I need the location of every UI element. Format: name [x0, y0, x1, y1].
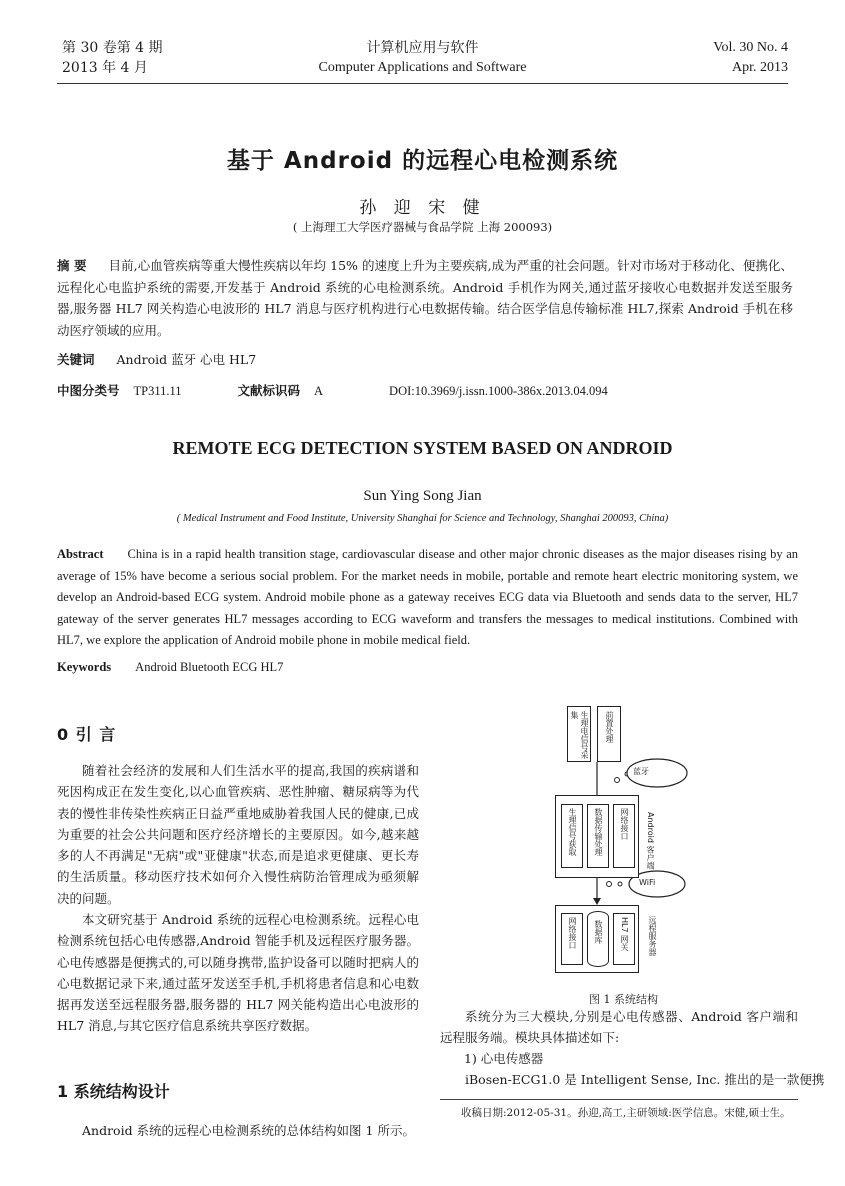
date-en: Apr. 2013: [732, 60, 788, 75]
remote-server-label: 远程服务器: [648, 916, 657, 956]
box-signal-capture: 生理信号获取: [561, 804, 583, 868]
title-cn: 基于 Android 的远程心电检测系统: [226, 148, 619, 174]
keywords-en-label: Keywords: [57, 660, 112, 674]
right-col-paragraph-1: 系统分为三大模块,分别是心电传感器、Android 客户端和远程服务端。模块具体描述如下:: [440, 1009, 798, 1046]
section-0-heading: 0 引 言: [57, 725, 117, 744]
right-col-paragraph-2: iBosen-ECG1.0 是 Intelligent Sense, Inc. 推出的是一款便携: [465, 1072, 825, 1087]
section-1-paragraph-1: Android 系统的远程心电检测系统的总体结构如图 1 所示。: [82, 1123, 415, 1138]
affiliation-en: ( Medical Instrument and Food Institute, University Shanghai for Science and Technology, Shanghai 200093, China): [176, 513, 669, 524]
box-hl7-gateway: HL7 网关: [613, 913, 635, 965]
box-signal-acquisition: 生理电信号采集: [567, 706, 591, 762]
abstract-cn-label: 摘 要: [57, 258, 87, 273]
box-preprocessing: 前置处理: [597, 706, 621, 762]
journal-date-cn: 2013 年 4 月: [62, 60, 148, 76]
database-cylinder: 数据库: [587, 911, 609, 967]
abstract-cn-text: 目前,心血管疾病等重大慢性疾病以年均 15% 的速度上升为主要疾病,成为严重的社会问题。针对市场对于移动化、便携化、远程化心电监护系统的需要,开发基于 Android 系统的心电检测系统。Android 手机作为网关,通过蓝牙接收心电数据并发送至服务器,服务器 HL7 网关构造心电波形的 HL7 消息与医疗机构进行心电数据传输。结合医学信息传输标准 HL7,探索 Android 手机在移动医疗领域的应用。: [57, 258, 793, 338]
cloud-wifi-label: WiFi: [639, 878, 656, 887]
header-rule: [57, 83, 788, 84]
footnote-rule: [440, 1099, 798, 1100]
authors-en: Sun Ying Song Jian: [363, 488, 482, 504]
journal-issue-cn: 第 30 卷第 4 期: [62, 40, 163, 56]
classification-line: [57, 381, 797, 399]
footnote: 收稿日期:2012-05-31。孙迎,高工,主研领域:医学信息。宋健,硕士生。: [461, 1107, 791, 1119]
figure-1: [545, 700, 695, 980]
abstract-cn: [57, 255, 793, 341]
volume-en: Vol. 30 No. 4: [713, 40, 788, 55]
android-client-label: Android 客户端: [646, 812, 655, 870]
section-0-paragraph-1: 随着社会经济的发展和人们生活水平的提高,我国的疾病谱和死因构成正在发生变化,以心血管疾病、恶性肿瘤、糖尿病等为代表的慢性非传染性疾病正日益严重地威胁着我国人民的健康,已成为重要的社会公共问题和医疗经济增长的主要原因。如今,越来越多的人不再满足"无病"或"亚健康"状态,而是追求更健康、更长寿的生活质量。移动医疗技术如何介入慢性病防治管理成为亟须解决的问题。: [57, 763, 419, 906]
list-item-1: 1) 心电传感器: [464, 1051, 544, 1066]
doc-code-value: A: [314, 384, 324, 398]
keywords-cn-text: Android 蓝牙 心电 HL7: [116, 352, 257, 367]
keywords-cn: [57, 350, 256, 368]
journal-name-en: Computer Applications and Software: [318, 60, 527, 75]
keywords-en-text: Android Bluetooth ECG HL7: [135, 660, 284, 674]
doi: DOI:10.3969/j.issn.1000-386x.2013.04.094: [389, 384, 608, 398]
clc-value: TP311.11: [133, 384, 182, 398]
box-data-transfer: 数据传输处理: [587, 804, 609, 868]
section-1-heading: 1 系统结构设计: [57, 1082, 170, 1101]
keywords-cn-label: 关键词: [57, 352, 95, 367]
title-en: REMOTE ECG DETECTION SYSTEM BASED ON ANDROID: [172, 438, 673, 458]
clc-label: 中图分类号: [57, 383, 120, 398]
box-network-interface-client: 网络接口: [613, 804, 635, 868]
affiliation-cn: ( 上海理工大学医疗器械与食品学院 上海 200093): [292, 220, 553, 234]
journal-name-cn: 计算机应用与软件: [366, 40, 479, 56]
abstract-en: [57, 544, 798, 652]
section-0-paragraph-2: 本文研究基于 Android 系统的远程心电检测系统。远程心电检测系统包括心电传感器,Android 智能手机及远程医疗服务器。心电传感器是便携式的,可以随身携带,监护设备可以随时把病人的心电数据记录下来,通过蓝牙发送至手机,手机将患者信息和心电数据再发送至远程服务器,服务器的 HL7 网关能构造出心电波形的 HL7 消息,与其它医疗信息系统共享医疗数据。: [57, 912, 419, 1034]
authors-cn: 孙 迎 宋 健: [359, 198, 486, 218]
cloud-bluetooth-label: 蓝牙: [633, 767, 649, 776]
abstract-en-text: China is in a rapid health transition stage, cardiovascular disease and other major chronic diseases as the major diseases rising by an average of 15% have become a serious social problem. For the market needs in mobile, portable and remote heart electric monitoring system, we develop an Android-based ECG system. Android mobile phone as a gateway receives ECG data via Bluetooth and sends data to the server, HL7 gateway of the server generates HL7 messages according to ECG waveform and transfers the messages to medical institutions. Combined with HL7, we explore the application of Android mobile phone in mobile medical field.: [57, 547, 798, 647]
doc-code-label: 文献标识码: [237, 383, 301, 398]
box-network-interface-server: 网络接口: [561, 913, 583, 965]
figure-1-caption: 图 1 系统结构: [589, 993, 658, 1006]
keywords-en: [57, 660, 283, 675]
abstract-en-label: Abstract: [57, 547, 104, 561]
